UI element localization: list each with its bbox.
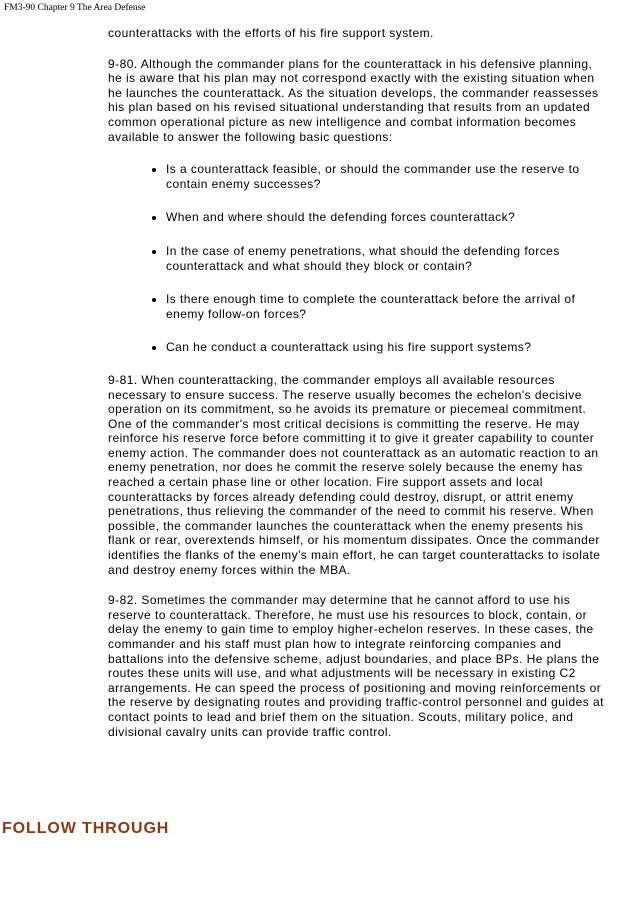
paragraph-9-82: 9-82. Sometimes the commander may determine that he cannot afford to use his reserve to counterattack. Therefore, he must use his resources to block, contain, or delay the enemy to gain time to employ higher-echelon reserves. In these cases, the commander and his staff must plan how to integrate reinforcing companies and battalions into the defensive scheme, adjust boundaries, and place BPs. He plans the routes these units will use, and what adjustments will be necessary in existing C2 arrangements. He can speed the process of positioning and moving reinforcements or the reserve by designating routes and providing traffic-control personnel and guides at contact points to lead and brief them on the situation. Scouts, military police, and divisional cavalry units can provide traffic control. <box>108 593 604 739</box>
paragraph-9-81: 9-81. When counterattacking, the commander employs all available resources necessary to ensure success. The reserve usually becomes the echelon's decisive operation on its commitment, so he avoids its premature or piecemeal commitment. One of the commander's most critical decisions is committing the reserve. He may reinforce his reserve force before committing it to give it greater capability to counter enemy action. The commander does not counterattack as an automatic reaction to an enemy penetration, nor does he commit the reserve solely because the enemy has reached a certain phase line or other location. Fire support assets and local counterattacks by forces already defending could destroy, disrupt, or attrit enemy penetrations, thus relieving the commander of the need to commit his reserve. When possible, the commander launches the counterattack when the enemy presents his flank or rear, overextends himself, or his momentum dissipates. Once the commander identifies the flanks of the enemy's main effort, he can target counterattacks to isolate and destroy enemy forces within the MBA. <box>108 372 601 577</box>
list-item: Can he conduct a counterattack using his fire support systems? <box>166 340 606 355</box>
page-header: FM3-90 Chapter 9 The Area Defense <box>4 3 146 13</box>
list-item: When and where should the defending forces counterattack? <box>166 210 606 225</box>
paragraph-9-80: 9-80. Although the commander plans for the counterattack in his defensive planning, he is aware that his plan may not correspond exactly with the existing situation when he launches the counterattack. As the situation develops, the commander reassesses his plan based on his revised situational understanding that results from an updated common operational picture as new intelligence and combat information becomes available to answer the following basic questions: <box>108 56 599 144</box>
section-heading-follow-through: FOLLOW THROUGH <box>2 820 170 837</box>
question-list <box>108 162 606 355</box>
list-item: Is a counterattack feasible, or should the commander use the reserve to contain enemy successes? <box>166 162 606 191</box>
list-item: Is there enough time to complete the counterattack before the arrival of enemy follow-on forces? <box>166 292 606 321</box>
question-list-wrapper <box>108 160 606 357</box>
document-body <box>108 26 606 739</box>
list-item: In the case of enemy penetrations, what should the defending forces counterattack and what should they block or contain? <box>166 244 606 273</box>
paragraph-intro-tail: counterattacks with the efforts of his fire support system. <box>108 26 434 40</box>
